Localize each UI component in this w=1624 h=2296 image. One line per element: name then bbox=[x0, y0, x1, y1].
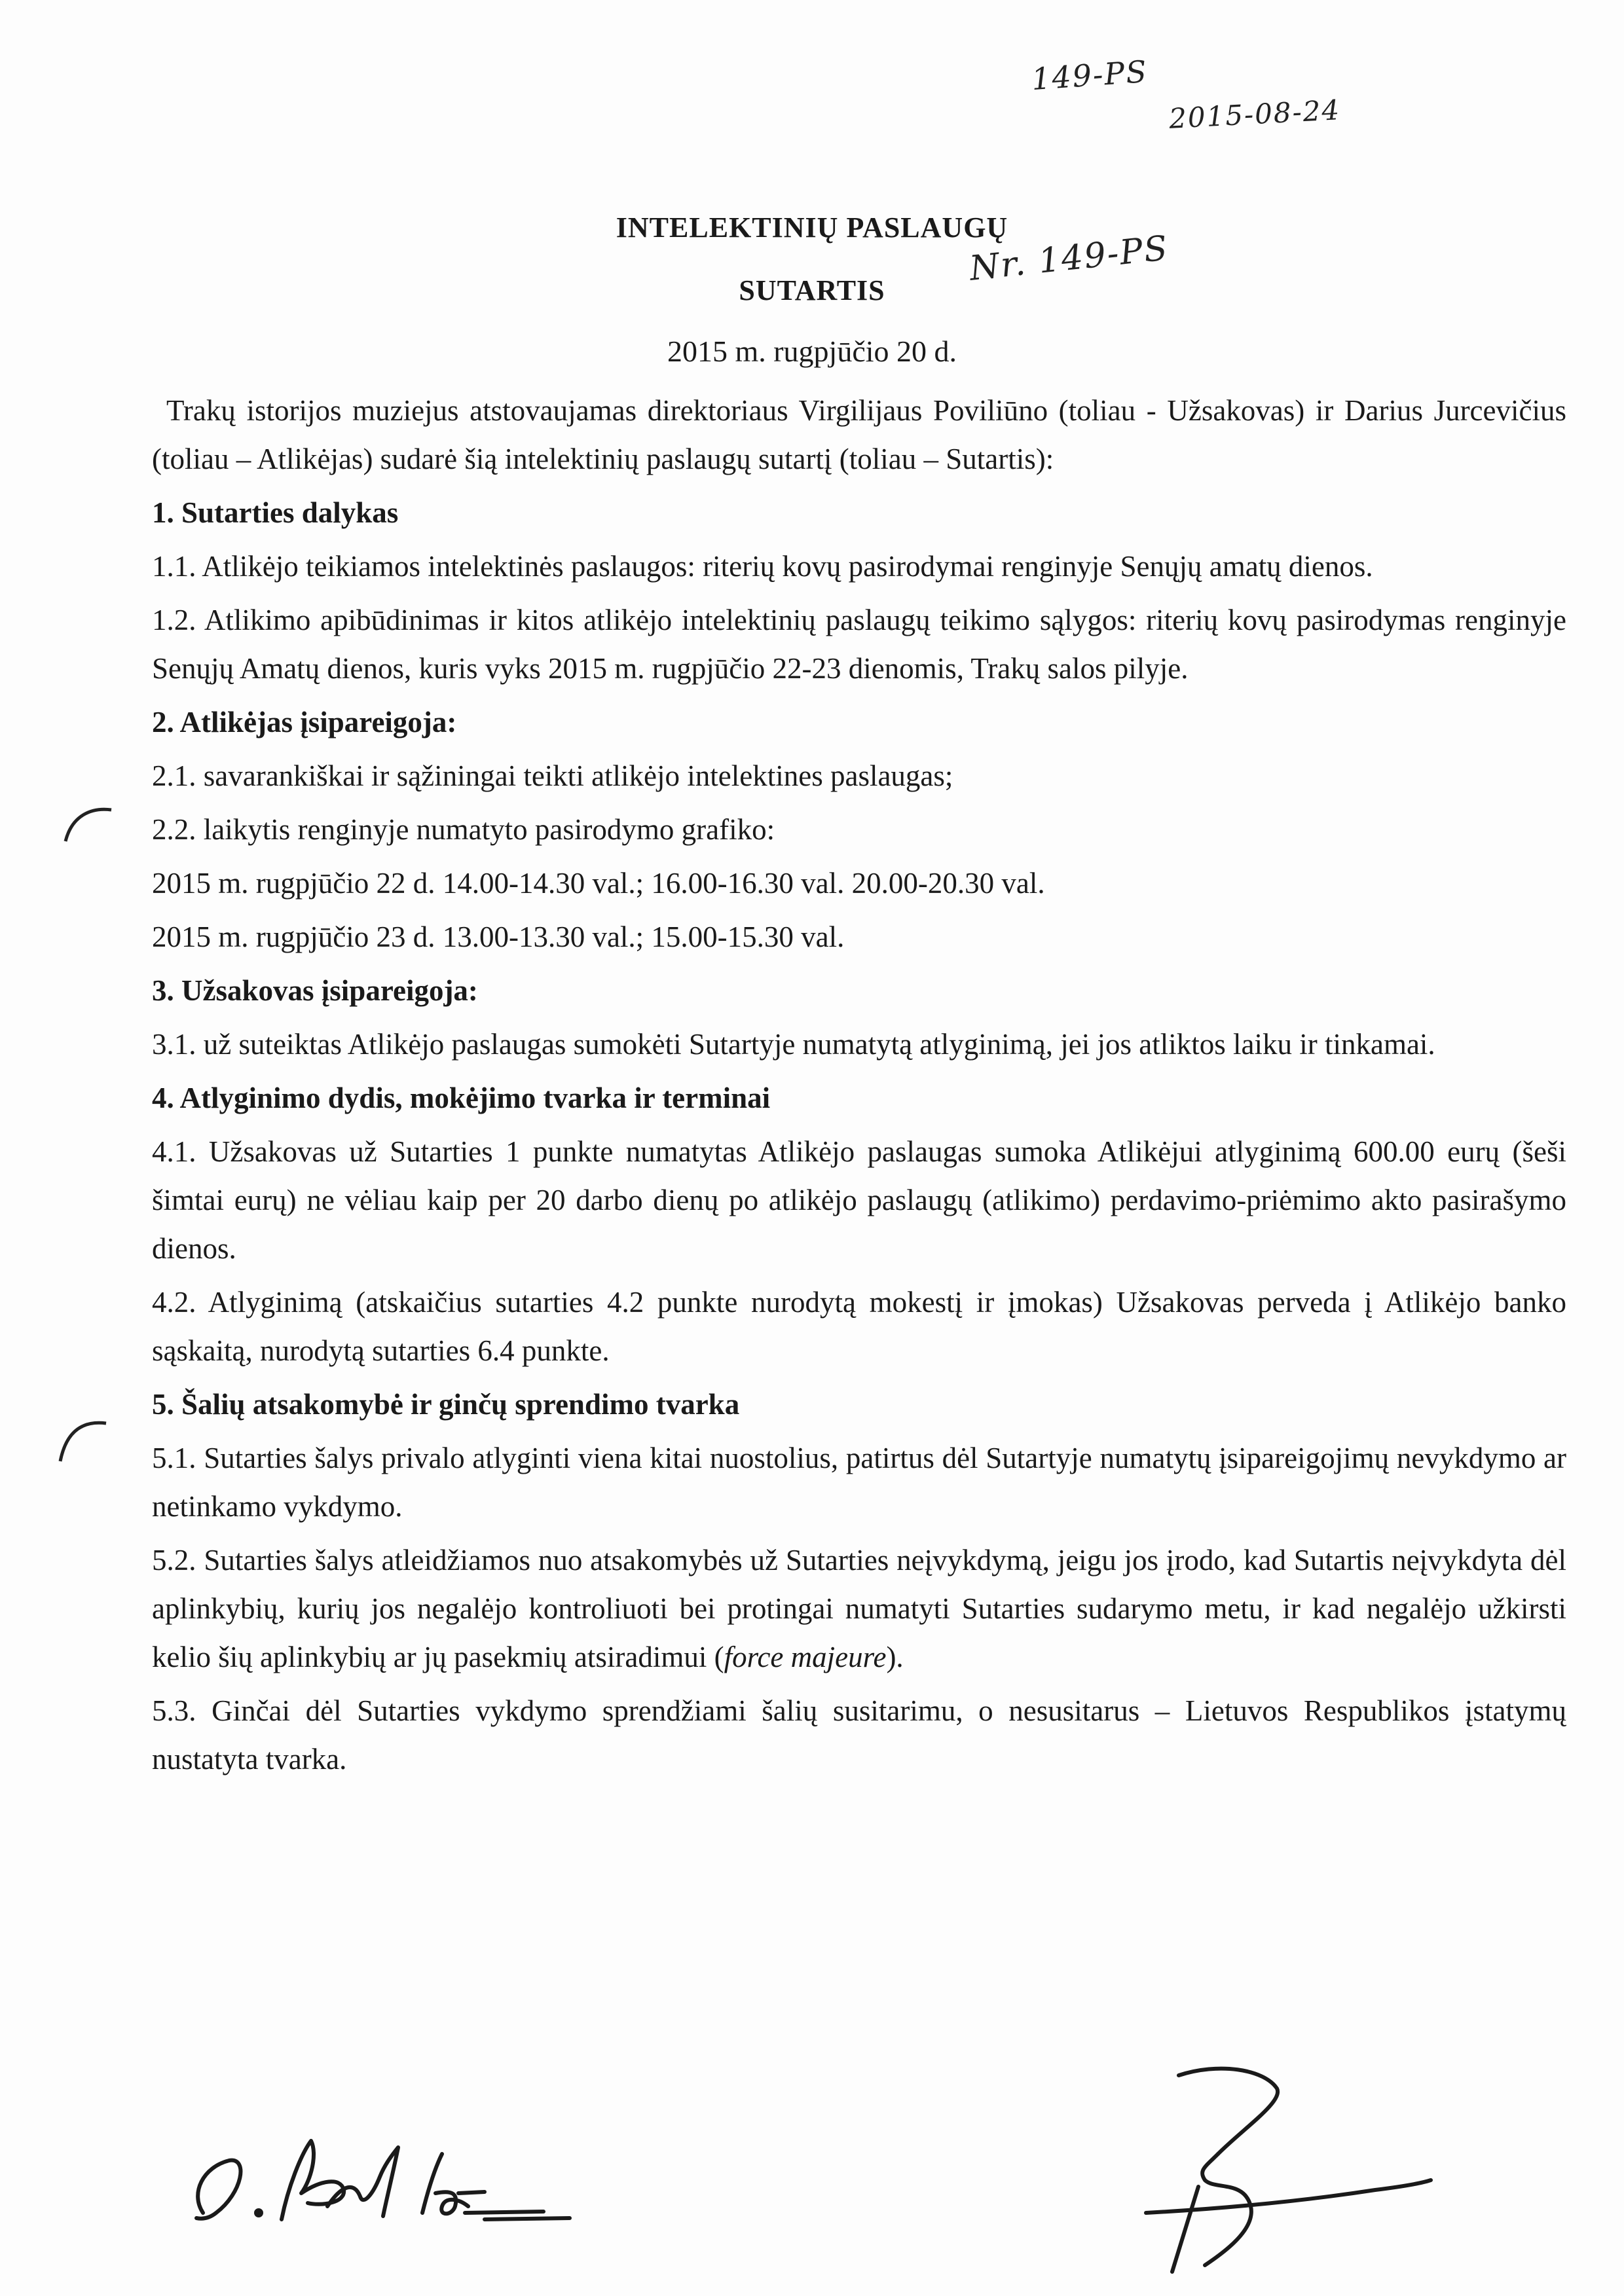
clause-5-2-end: ). bbox=[886, 1641, 904, 1673]
schedule-day-1: 2015 m. rugpjūčio 22 d. 14.00-14.30 val.; 16.00-16.30 val. 20.00-20.30 val. bbox=[152, 867, 1045, 900]
contract-date: 2015 m. rugpjūčio 20 d. bbox=[667, 335, 957, 368]
clause-3-1: 3.1. už suteiktas Atlikėjo paslaugas sumokėti Sutartyje numatytą atlyginimą, jei jos atliktos laiku ir tinkamai. bbox=[152, 1028, 1435, 1061]
clause-1-2: 1.2. Atlikimo apibūdinimas ir kitos atlikėjo intelektinių paslaugų teikimo sąlygos: riterių kovų pasirodymas renginyje Senųjų Amatų dienos, kuris vyks 2015 m. rugpjūčio 22-23 dienomis, Trakų salos pilyje. bbox=[152, 604, 1566, 685]
clause-4-1: 4.1. Užsakovas už Sutarties 1 punkte numatytas Atlikėjo paslaugas sumoka Atlikėjui atlyginimą 600.00 eurų (šeši šimtai eurų) ne vėliau kaip per 20 darbo dienų po atlikėjo paslaugų (atlikimo) perdavimo-priėmimo akto pasirašymo dienos. bbox=[152, 1135, 1566, 1265]
section-1-heading: 1. Sutarties dalykas bbox=[152, 496, 399, 529]
document-title-line1: INTELEKTINIŲ PASLAUGŲ bbox=[616, 211, 1008, 244]
document-title-line2: SUTARTIS bbox=[739, 274, 885, 306]
force-majeure-term: force majeure bbox=[724, 1641, 887, 1673]
registration-number: 149-PS bbox=[1030, 53, 1149, 98]
signature-right bbox=[1074, 2056, 1441, 2291]
clause-2-2: 2.2. laikytis renginyje numatyto pasirodymo grafiko: bbox=[152, 813, 775, 846]
clause-5-2 bbox=[152, 1536, 1566, 1681]
section-5-heading: 5. Šalių atsakomybė ir ginčų sprendimo tvarka bbox=[152, 1388, 740, 1421]
clause-2-1: 2.1. savarankiškai ir sąžiningai teikti atlikėjo intelektines paslaugas; bbox=[152, 759, 953, 792]
schedule-day-2: 2015 m. rugpjūčio 23 d. 13.00-13.30 val.; 15.00-15.30 val. bbox=[152, 920, 845, 953]
registration-date: 2015-08-24 bbox=[1168, 94, 1342, 135]
clause-5-1: 5.1. Sutarties šalys privalo atlyginti viena kitai nuostolius, patirtus dėl Sutartyje numatytų įsipareigojimų nevykdymo ar netinkamo vykdymo. bbox=[152, 1442, 1566, 1523]
handwritten-contract-number: Nr. 149-PS bbox=[967, 228, 1171, 289]
section-3-heading: 3. Užsakovas įsipareigoja: bbox=[152, 974, 478, 1007]
clause-5-3: 5.3. Ginčai dėl Sutarties vykdymo sprendžiami šalių susitarimu, o nesusitarus – Lietuvos Respublikos įstatymų nustatyta tvarka. bbox=[152, 1694, 1566, 1776]
margin-mark-upper bbox=[59, 802, 118, 848]
intro-paragraph: Trakų istorijos muziejus atstovaujamas direktoriaus Virgilijaus Poviliūno (toliau - Užsakovas) ir Darius Jurcevičius (toliau – Atlikėjas) sudarė šią intelektinių paslaugų sutartį (toliau – Sutartis): bbox=[152, 394, 1566, 475]
section-2-heading: 2. Atlikėjas įsipareigoja: bbox=[152, 706, 457, 738]
clause-5-2-text: 5.2. Sutarties šalys atleidžiamos nuo atsakomybės už Sutarties neįvykdymą, jeigu jos įrodo, kad Sutartis neįvykdyta dėl aplinkybių, kurių jos negalėjo kontroliuoti bei protingai numatyti Sutarties sudarymo metu, ir kad negalėjo užkirsti kelio šių aplinkybių ar jų pasekmių atsiradimui ( bbox=[152, 1544, 1566, 1673]
signature-left bbox=[177, 2115, 622, 2246]
clause-1-1: 1.1. Atlikėjo teikiamos intelektinės paslaugos: riterių kovų pasirodymai renginyje Senųjų amatų dienos. bbox=[152, 550, 1373, 583]
margin-mark-lower bbox=[52, 1414, 111, 1467]
clause-4-2: 4.2. Atlyginimą (atskaičius sutarties 4.2 punkte nurodytą mokestį ir įmokas) Užsakovas perveda į Atlikėjo banko sąskaitą, nurodytą sutarties 6.4 punkte. bbox=[152, 1286, 1566, 1367]
contract-body bbox=[152, 386, 1566, 1789]
section-4-heading: 4. Atlyginimo dydis, mokėjimo tvarka ir terminai bbox=[152, 1082, 771, 1114]
